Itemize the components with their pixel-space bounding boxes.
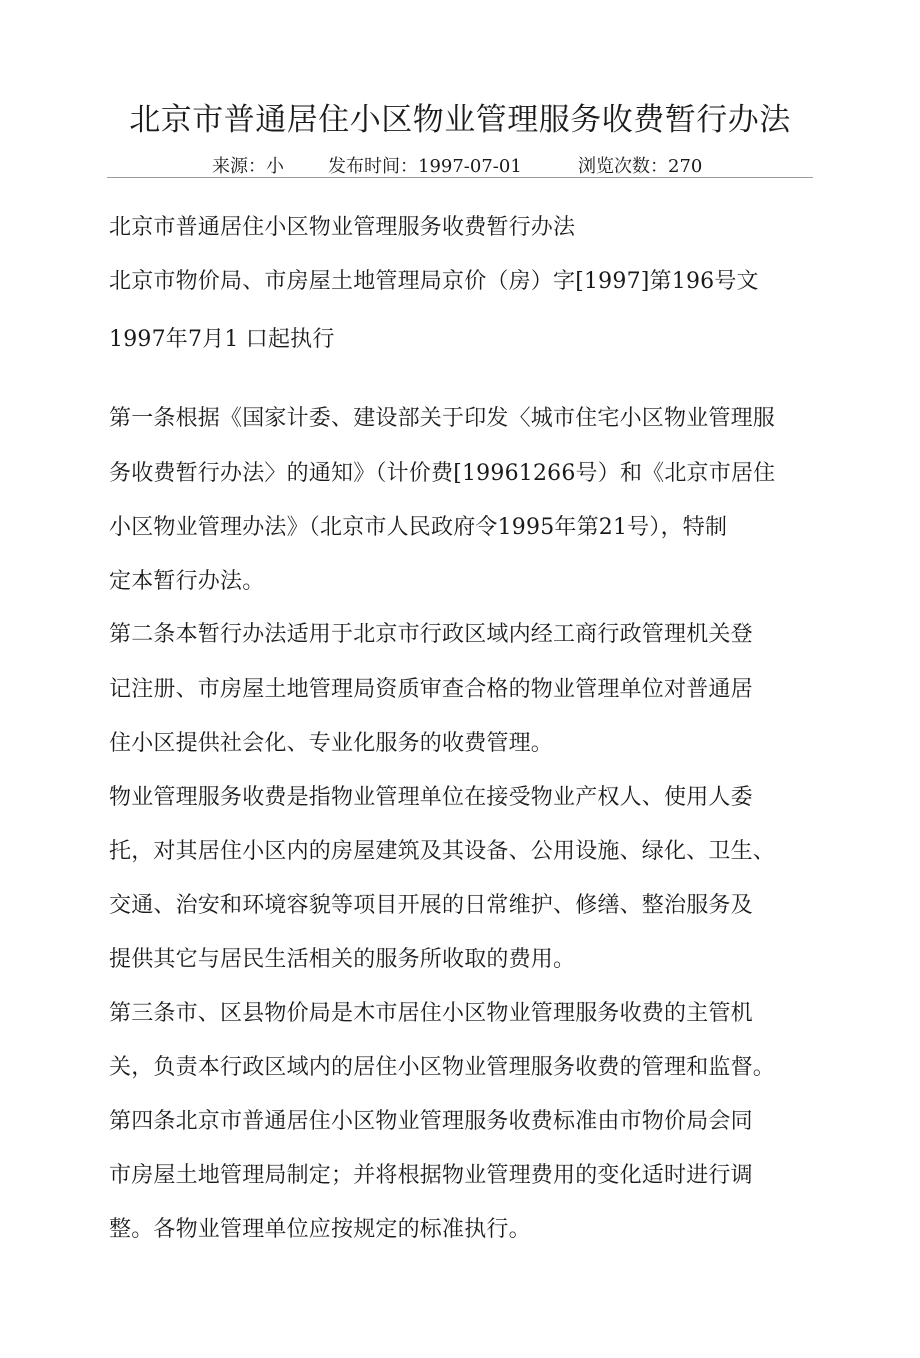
body-line: 第四条北京市普通居住小区物业管理服务收费标准由市物价局会同	[109, 1109, 753, 1134]
body-line: 交通、治安和环境容貌等项目开展的日常维护、修缮、整治服务及	[109, 893, 753, 918]
header-divider	[107, 177, 813, 178]
body-line: 关，负责本行政区域内的居住小区物业管理服务收费的管理和监督。	[109, 1055, 776, 1080]
body-line: 托，对其居住小区内的房屋建筑及其设备、公用设施、绿化、卫生、	[109, 839, 776, 864]
body-line: 北京市物价局、市房屋土地管理局京价（房）字[1997]第196号文	[109, 269, 759, 294]
body-line: 物业管理服务收费是指物业管理单位在接受物业产权人、使用人委	[109, 785, 753, 810]
body-line: 住小区提供社会化、专业化服务的收费管理。	[109, 731, 554, 756]
body-line: 1997年7月1 口起执行	[109, 327, 335, 352]
body-line: 定本暂行办法。	[109, 569, 265, 594]
body-line: 第三条市、区县物价局是木市居住小区物业管理服务收费的主管机	[109, 1001, 753, 1026]
body-line: 小区物业管理办法》（北京市人民政府令1995年第21号），特制	[109, 515, 728, 540]
body-line: 市房屋土地管理局制定；并将根据物业管理费用的变化适时进行调	[109, 1163, 753, 1188]
body-line: 提供其它与居民生活相关的服务所收取的费用。	[109, 947, 576, 972]
body-line: 整。各物业管理单位应按规定的标准执行。	[109, 1217, 531, 1242]
article-meta	[0, 152, 920, 176]
body-line: 第二条本暂行办法适用于北京市行政区域内经工商行政管理机关登	[109, 622, 753, 647]
body-line: 记注册、市房屋土地管理局资质审查合格的物业管理单位对普通居	[109, 677, 753, 702]
view-count: 浏览次数：270	[578, 156, 703, 177]
body-line: 务收费暂行办法〉的通知》（计价费[19961266号）和《北京市居住	[109, 461, 776, 486]
publish-time: 发布时间：1997-07-01	[328, 156, 522, 177]
page-title: 北京市普通居住小区物业管理服务收费暂行办法	[129, 102, 791, 138]
source-label: 来源：小	[212, 156, 284, 177]
body-line: 第一条根据《国家计委、建设部关于印发〈城市住宅小区物业管理服	[109, 406, 776, 431]
body-line: 北京市普通居住小区物业管理服务收费暂行办法	[109, 215, 576, 240]
